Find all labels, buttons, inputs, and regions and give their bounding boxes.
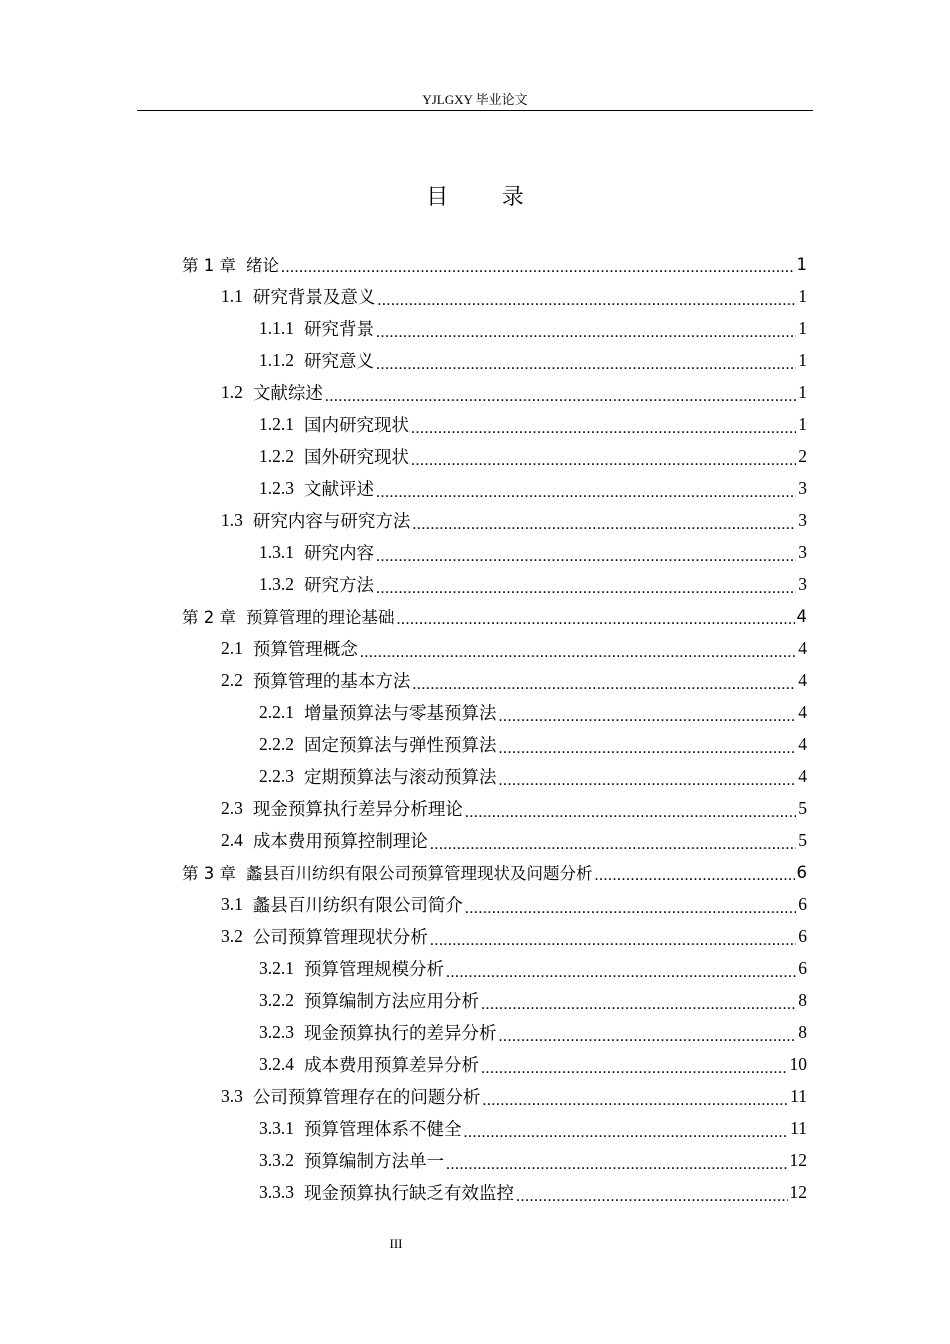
toc-entry-title: 研究背景 bbox=[304, 318, 374, 339]
toc-entry-page: 6 bbox=[798, 893, 807, 914]
toc-entry-page: 4 bbox=[798, 637, 807, 658]
toc-entry-number: 1.2 bbox=[221, 381, 243, 402]
toc-entry-title: 研究意义 bbox=[304, 350, 374, 371]
toc-entry[interactable] bbox=[182, 728, 807, 760]
toc-entry-title: 蠡县百川纺织有限公司预算管理现状及问题分析 bbox=[246, 864, 593, 883]
toc-entry-page: 5 bbox=[798, 797, 807, 818]
toc-dot-leader bbox=[360, 641, 796, 662]
toc-entry[interactable] bbox=[182, 536, 807, 568]
toc-entry-page: 3 bbox=[798, 573, 807, 594]
toc-entry[interactable] bbox=[182, 856, 807, 888]
toc-entry-page: 1 bbox=[798, 413, 807, 434]
toc-entry[interactable] bbox=[182, 664, 807, 696]
toc-entry-number: 1.2.2 bbox=[259, 445, 294, 466]
toc-dot-leader bbox=[499, 769, 797, 790]
toc-entry[interactable] bbox=[182, 632, 807, 664]
toc-entry-title: 公司预算管理存在的问题分析 bbox=[252, 1086, 481, 1107]
toc-entry[interactable] bbox=[182, 984, 807, 1016]
toc-entry[interactable] bbox=[182, 1080, 807, 1112]
toc-entry[interactable] bbox=[182, 1016, 807, 1048]
toc-entry-number: 3.2.4 bbox=[259, 1053, 294, 1074]
toc-dot-leader bbox=[376, 321, 796, 342]
toc-entry-page: 1 bbox=[798, 285, 807, 306]
toc-entry[interactable] bbox=[182, 408, 807, 440]
toc-dot-leader bbox=[412, 513, 796, 534]
toc-entry-number: 3.3.2 bbox=[259, 1149, 294, 1170]
toc-entry-page: 8 bbox=[798, 1021, 807, 1042]
toc-dot-leader bbox=[397, 609, 795, 629]
toc-dot-leader bbox=[465, 897, 796, 918]
toc-entry-number: 2.4 bbox=[221, 829, 243, 850]
toc-entry-number: 第 1 章 bbox=[182, 256, 236, 275]
toc-entry-title: 预算编制方法应用分析 bbox=[304, 990, 479, 1011]
toc-entry-title: 预算管理概念 bbox=[252, 638, 358, 659]
toc-entry[interactable] bbox=[182, 696, 807, 728]
toc-entry-title: 文献评述 bbox=[304, 478, 374, 499]
toc-dot-leader bbox=[376, 545, 796, 566]
toc-dot-leader bbox=[281, 257, 795, 277]
toc-entry-page: 5 bbox=[798, 829, 807, 850]
toc-entry-page: 1 bbox=[796, 254, 807, 274]
toc-dot-leader bbox=[376, 353, 796, 374]
toc-dot-leader bbox=[465, 801, 796, 822]
toc-entry-number: 1.1 bbox=[221, 285, 243, 306]
toc-entry-page: 1 bbox=[798, 317, 807, 338]
toc-entry-page: 12 bbox=[789, 1181, 807, 1202]
toc-entry-number: 3.3 bbox=[221, 1085, 243, 1106]
toc-dot-leader bbox=[325, 385, 796, 406]
toc-entry-title: 现金预算执行的差异分析 bbox=[304, 1022, 497, 1043]
toc-dot-leader bbox=[377, 289, 796, 310]
toc-entry-page: 4 bbox=[796, 606, 807, 626]
toc-entry-title: 公司预算管理现状分析 bbox=[252, 926, 428, 947]
toc-entry-title: 定期预算法与滚动预算法 bbox=[304, 766, 497, 787]
page-header: YJLGXY 毕业论文 bbox=[422, 92, 528, 107]
toc-entry-page: 12 bbox=[789, 1149, 807, 1170]
toc-entry[interactable] bbox=[182, 440, 807, 472]
toc-entry-number: 2.3 bbox=[221, 797, 243, 818]
toc-entry-title: 现金预算执行缺乏有效监控 bbox=[304, 1182, 514, 1203]
toc-entry[interactable] bbox=[182, 1048, 807, 1080]
toc-entry-title: 研究方法 bbox=[304, 574, 374, 595]
toc-entry-title: 预算管理规模分析 bbox=[304, 958, 444, 979]
toc-entry-number: 2.2 bbox=[221, 669, 243, 690]
toc-entry-number: 1.3 bbox=[221, 509, 243, 530]
toc-dot-leader bbox=[499, 705, 797, 726]
toc-entry-number: 1.2.3 bbox=[259, 477, 294, 498]
toc-entry-page: 4 bbox=[798, 765, 807, 786]
toc-entry-title: 研究背景及意义 bbox=[252, 286, 376, 307]
toc-entry-title: 成本费用预算控制理论 bbox=[252, 830, 428, 851]
toc-entry[interactable] bbox=[182, 600, 807, 632]
toc-entry-number: 第 2 章 bbox=[182, 608, 236, 627]
toc-entry[interactable] bbox=[182, 376, 807, 408]
toc-dot-leader bbox=[499, 1025, 797, 1046]
toc-entry-number: 1.1.2 bbox=[259, 349, 294, 370]
toc-entry[interactable] bbox=[182, 1176, 807, 1208]
toc-dot-leader bbox=[482, 1089, 788, 1110]
toc-entry[interactable] bbox=[182, 1112, 807, 1144]
toc-entry-number: 3.1 bbox=[221, 893, 243, 914]
toc-entry[interactable] bbox=[182, 824, 807, 856]
toc-entry-title: 预算管理的基本方法 bbox=[252, 670, 411, 691]
toc-entry-page: 4 bbox=[798, 733, 807, 754]
toc-entry[interactable] bbox=[182, 312, 807, 344]
toc-entry-number: 3.2.3 bbox=[259, 1021, 294, 1042]
page-title: 目 录 bbox=[426, 184, 548, 209]
toc-entry-title: 现金预算执行差异分析理论 bbox=[252, 798, 463, 819]
toc-entry-number: 2.2.1 bbox=[259, 701, 294, 722]
toc-entry-title: 蠡县百川纺织有限公司简介 bbox=[252, 894, 463, 915]
toc-dot-leader bbox=[446, 1153, 788, 1174]
toc-entry[interactable] bbox=[182, 248, 807, 280]
toc-dot-leader bbox=[481, 993, 796, 1014]
toc-entry[interactable] bbox=[182, 472, 807, 504]
toc-entry-page: 6 bbox=[796, 862, 807, 882]
toc-entry-title: 国内研究现状 bbox=[304, 414, 409, 435]
toc-dot-leader bbox=[499, 737, 797, 758]
toc-entry-page: 3 bbox=[798, 541, 807, 562]
toc-entry-number: 1.2.1 bbox=[259, 413, 294, 434]
toc-dot-leader bbox=[446, 961, 796, 982]
toc-entry-page: 6 bbox=[798, 925, 807, 946]
toc-entry-page: 1 bbox=[798, 381, 807, 402]
toc-entry-title: 研究内容 bbox=[304, 542, 374, 563]
toc-entry-page: 10 bbox=[789, 1053, 807, 1074]
toc-entry[interactable] bbox=[182, 792, 807, 824]
toc-dot-leader bbox=[481, 1057, 788, 1078]
toc-entry-title: 国外研究现状 bbox=[304, 446, 409, 467]
toc-entry-page: 11 bbox=[790, 1117, 807, 1138]
toc-entry[interactable] bbox=[182, 568, 807, 600]
toc-dot-leader bbox=[376, 481, 796, 502]
toc-entry-title: 文献综述 bbox=[252, 382, 323, 403]
toc-entry-number: 3.2 bbox=[221, 925, 243, 946]
toc-entry[interactable] bbox=[182, 504, 807, 536]
toc-entry-title: 预算管理体系不健全 bbox=[304, 1118, 462, 1139]
toc-entry-title: 成本费用预算差异分析 bbox=[304, 1054, 479, 1075]
toc-entry-number: 第 3 章 bbox=[182, 864, 236, 883]
toc-entry-page: 1 bbox=[798, 349, 807, 370]
toc-dot-leader bbox=[412, 673, 796, 694]
toc-entry[interactable] bbox=[182, 888, 807, 920]
toc-entry-title: 增量预算法与零基预算法 bbox=[304, 702, 497, 723]
toc-entry-page: 8 bbox=[798, 989, 807, 1010]
toc-entry-page: 2 bbox=[798, 445, 807, 466]
toc-entry-number: 1.3.2 bbox=[259, 573, 294, 594]
page-number: III bbox=[389, 1236, 403, 1251]
toc-entry-number: 2.2.3 bbox=[259, 765, 294, 786]
toc-entry[interactable] bbox=[182, 952, 807, 984]
toc-entry-page: 6 bbox=[798, 957, 807, 978]
toc-entry-page: 3 bbox=[798, 477, 807, 498]
toc-entry[interactable] bbox=[182, 1144, 807, 1176]
toc-entry-page: 3 bbox=[798, 509, 807, 530]
toc-entry-page: 4 bbox=[798, 669, 807, 690]
toc-entry[interactable] bbox=[182, 760, 807, 792]
toc-entry-title: 研究内容与研究方法 bbox=[252, 510, 411, 531]
toc-entry-title: 绪论 bbox=[246, 256, 279, 275]
toc-entry-page: 11 bbox=[790, 1085, 807, 1106]
toc-entry-title: 预算编制方法单一 bbox=[304, 1150, 444, 1171]
toc-dot-leader bbox=[376, 577, 796, 598]
toc-entry-number: 3.2.1 bbox=[259, 957, 294, 978]
toc-entry[interactable] bbox=[182, 920, 807, 952]
toc-dot-leader bbox=[430, 833, 796, 854]
toc-entry-number: 3.3.1 bbox=[259, 1117, 294, 1138]
toc-dot-leader bbox=[411, 417, 796, 438]
toc-entry-number: 1.3.1 bbox=[259, 541, 294, 562]
toc-dot-leader bbox=[430, 929, 796, 950]
toc-entry-number: 2.1 bbox=[221, 637, 243, 658]
toc-entry-title: 固定预算法与弹性预算法 bbox=[304, 734, 497, 755]
toc-entry[interactable] bbox=[182, 280, 807, 312]
toc-entry[interactable] bbox=[182, 344, 807, 376]
toc-dot-leader bbox=[516, 1185, 788, 1206]
toc-dot-leader bbox=[411, 449, 796, 470]
toc-dot-leader bbox=[595, 865, 795, 885]
table-of-contents bbox=[182, 248, 807, 1208]
toc-entry-title: 预算管理的理论基础 bbox=[246, 608, 395, 627]
header-rule bbox=[137, 110, 813, 111]
toc-entry-number: 1.1.1 bbox=[259, 317, 294, 338]
toc-entry-number: 2.2.2 bbox=[259, 733, 294, 754]
toc-entry-number: 3.2.2 bbox=[259, 989, 294, 1010]
toc-entry-number: 3.3.3 bbox=[259, 1181, 294, 1202]
toc-entry-page: 4 bbox=[798, 701, 807, 722]
toc-dot-leader bbox=[464, 1121, 789, 1142]
